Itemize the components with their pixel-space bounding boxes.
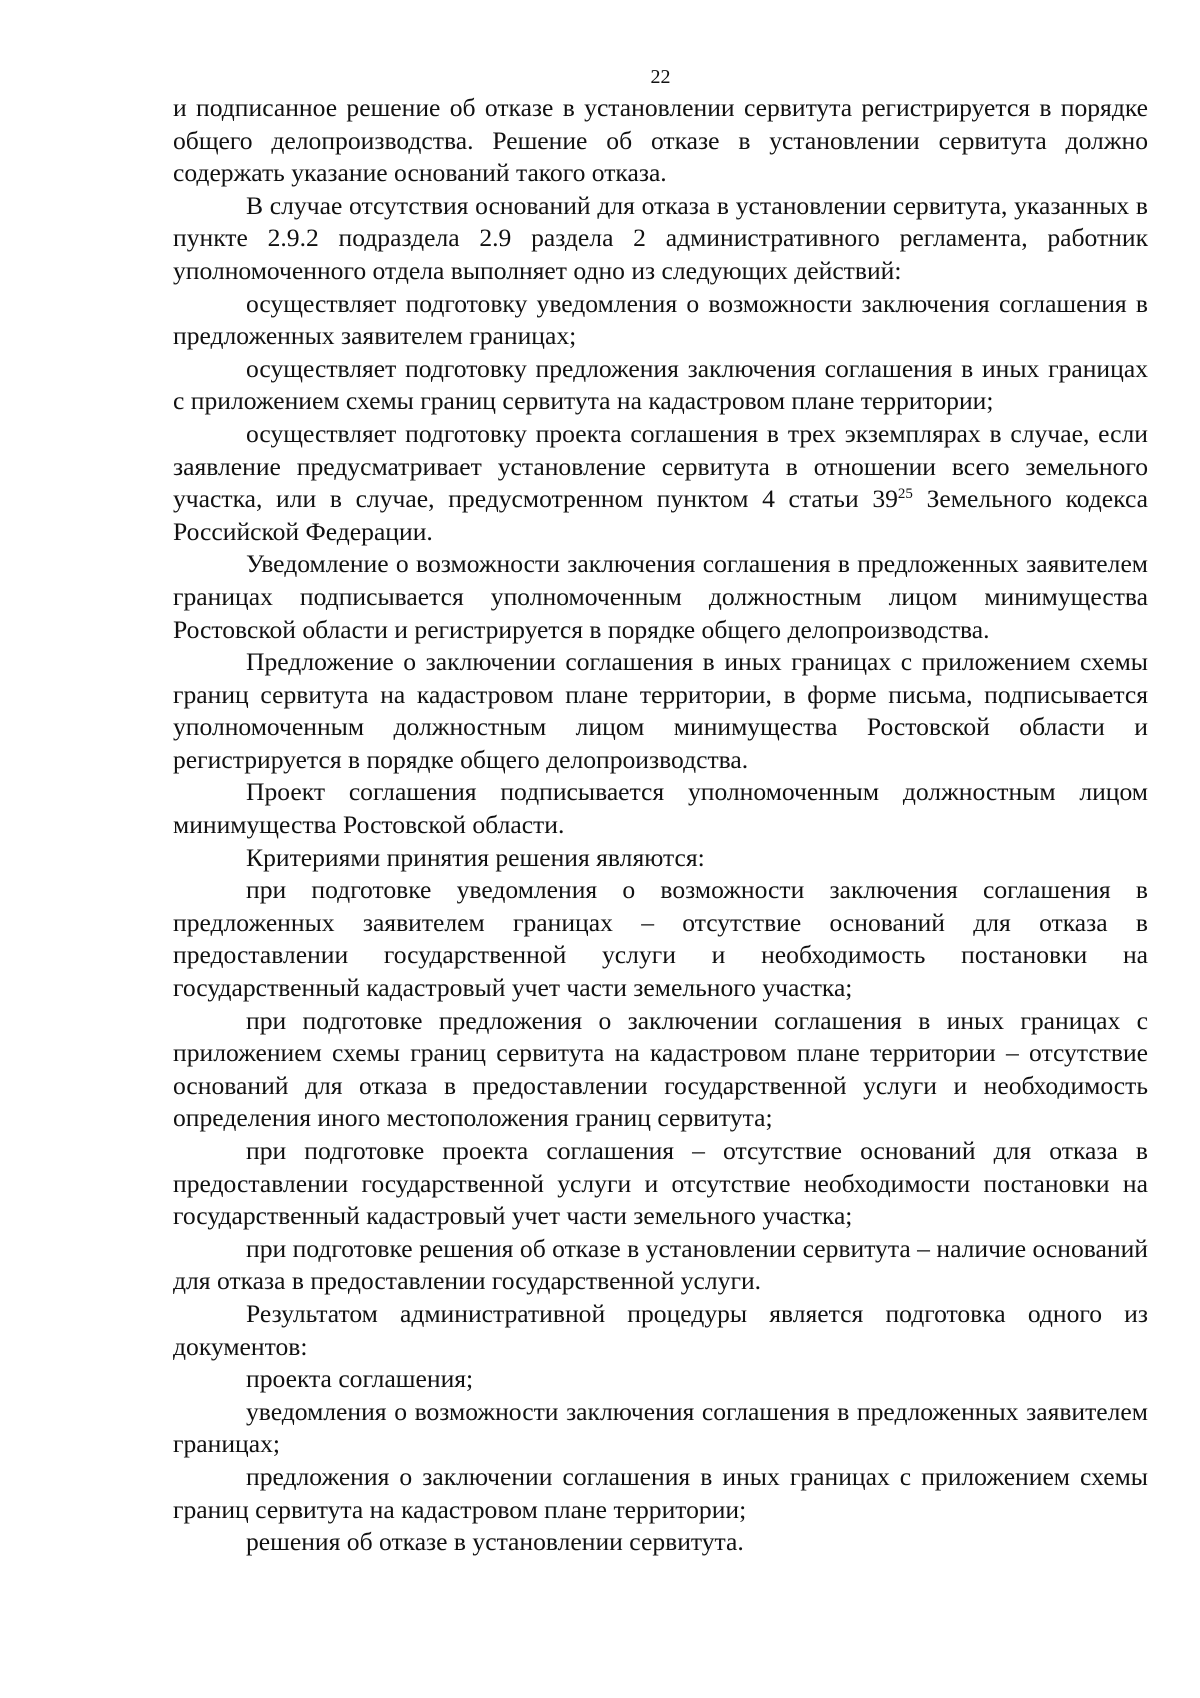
criteria-item-notification: при подготовке уведомления о возможности заключения соглашения в предложенных заявителем границах – отсутствие оснований для отказа в предоставлении государственной услуги и необходимость постановки на государственный кадастровый учет части земельного участка;	[173, 875, 1148, 1003]
action-item-notification: осуществляет подготовку уведомления о возможности заключения соглашения в предложенных заявителем границах;	[173, 288, 1148, 351]
page-number: 22	[650, 66, 671, 88]
document-page	[173, 64, 1148, 1684]
result-item-draft: проекта соглашения;	[246, 1364, 474, 1394]
paragraph-notification-signing: Уведомление о возможности заключения соглашения в предложенных заявителем границах подписывается уполномоченным должностным лицом минимущества Ростовской области и регистрируется в порядке общего делопроизводства.	[173, 549, 1148, 644]
paragraph-criteria-heading: Критериями принятия решения являются:	[246, 842, 705, 872]
article-superscript: 25	[897, 486, 913, 503]
action-item-proposal: осуществляет подготовку предложения заключения соглашения в иных границах с приложением схемы границ сервитута на кадастровом плане территории;	[173, 353, 1148, 416]
result-item-refusal: решения об отказе в установлении сервитута.	[246, 1527, 744, 1557]
criteria-item-draft: при подготовке проекта соглашения – отсутствие оснований для отказа в предоставлении государственной услуги и отсутствие необходимости постановки на государственный кадастровый учет части земельного участка;	[173, 1136, 1148, 1231]
paragraph-continuation: и подписанное решение об отказе в установлении сервитута регистрируется в порядке общего делопроизводства. Решение об отказе в установлении сервитута должно содержать указание оснований такого отказа.	[173, 93, 1148, 188]
paragraph-draft-signing: Проект соглашения подписывается уполномоченным должностным лицом минимущества Ростовской области.	[173, 777, 1148, 840]
draft-agreement-tail: Земельного кодекса Российской Федерации.	[173, 484, 1148, 546]
draft-agreement-text: осуществляет подготовку проекта соглашения в трех экземплярах в случае, если заявление предусматривает установление сервитута в отношении всего земельного участка, или в случае, предусмотренном пунктом 4 статьи 39	[173, 418, 1148, 514]
paragraph-result-heading: Результатом административной процедуры является подготовка одного из документов:	[173, 1298, 1148, 1361]
result-item-proposal: предложения о заключении соглашения в иных границах с приложением схемы границ сервитута на кадастровом плане территории;	[173, 1461, 1148, 1524]
action-item-draft-agreement	[173, 418, 1148, 548]
criteria-item-refusal: при подготовке решения об отказе в установлении сервитута – наличие оснований для отказа в предоставлении государственной услуги.	[173, 1233, 1148, 1296]
criteria-item-proposal: при подготовке предложения о заключении соглашения в иных границах с приложением схемы границ сервитута на кадастровом плане территории – отсутствие оснований для отказа в предоставлении государственной услуги и необходимость определения иного местоположения границ сервитута;	[173, 1005, 1148, 1133]
paragraph-no-grounds: В случае отсутствия оснований для отказа в установлении сервитута, указанных в пункте 2.9.2 подраздела 2.9 раздела 2 административного регламента, работник уполномоченного отдела выполняет одно из следующих действий:	[173, 190, 1148, 285]
paragraph-proposal-signing: Предложение о заключении соглашения в иных границах с приложением схемы границ сервитута на кадастровом плане территории, в форме письма, подписывается уполномоченным должностным лицом минимущества Ростовской области и регистрируется в порядке общего делопроизводства.	[173, 647, 1148, 774]
result-item-notification: уведомления о возможности заключения соглашения в предложенных заявителем границах;	[173, 1396, 1148, 1459]
